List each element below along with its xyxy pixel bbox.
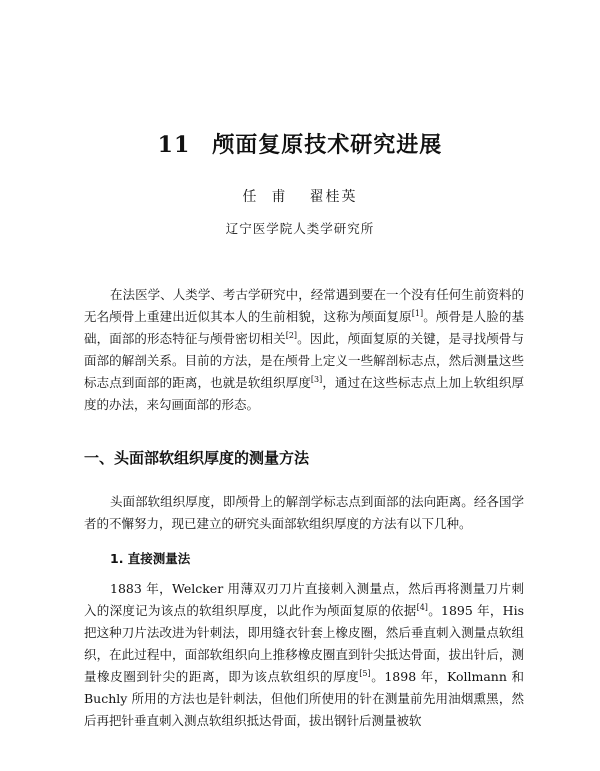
citation: [3] — [310, 375, 323, 384]
text-run: 。1898 年，Kollmann 和 Buchly 所用的方法也是针刺法，但他们所使用的针在测量前先用油烟熏黑，然后再把针垂直刺入测点软组织抵达骨面，拔出钢针后测量被软 — [84, 669, 524, 728]
section-paragraph: 头面部软组织厚度，即颅骨上的解剖学标志点到面部的法向距离。经各国学者的不懈努力，现已建立的研究头面部软组织厚度的方法有以下几种。 — [84, 494, 524, 531]
affiliation: 辽宁医学院人类学研究所 — [225, 221, 375, 236]
author-line — [0, 186, 600, 206]
subsection-paragraph — [84, 578, 524, 732]
text-run: 1883 年，Welcker 用薄双刃刀片直接刺入测量点，然后再将测量刀片刺入的深度记为该点的软组织厚度，以此作为颅面复原的依据 — [84, 581, 524, 618]
citation: [4] — [416, 603, 428, 612]
chapter-title — [0, 128, 600, 159]
citation: [1] — [411, 309, 424, 318]
chapter-title-text: 颅面复原技术研究进展 — [212, 132, 443, 158]
chapter-number: 11 — [157, 132, 191, 158]
author-name: 翟桂英 — [309, 189, 358, 205]
author-name: 任 甫 — [242, 189, 288, 205]
citation: [2] — [285, 331, 298, 340]
intro-paragraph — [84, 284, 524, 416]
text-run: 。颅骨是人脸的基础，面部的形态特征与颅骨密切相关 — [84, 309, 524, 346]
subsection-heading: 1. 直接测量法 — [110, 551, 191, 566]
text-run: 。因此，颅面复原的关键，是寻找颅骨与面部的解剖关系。目前的方法，是在颅骨上定义一些解剖标志点，然后测量这些标志点到面部的距离，也就是软组织厚度 — [84, 331, 524, 390]
text-run: ，通过在这些标志点上加上软组织厚度的办法，来勾画面部的形态。 — [84, 375, 524, 412]
section-heading: 一、头面部软组织厚度的测量方法 — [84, 449, 310, 467]
citation: [5] — [359, 669, 371, 678]
text-run: 。1895 年，His 把这种刀片法改进为针刺法，即用缝衣针套上橡皮圈，然后垂直刺入测量点软组织，在此过程中，面部软组织向上推移橡皮圈直到针尖抵达骨面，拔出针后，测量橡皮圈到针尖的距离，即为该点软组织的厚度 — [84, 603, 524, 684]
text-run: 在法医学、人类学、考古学研究中，经常遇到要在一个没有任何生前资料的无名颅骨上重建出近似其本人的生前相貌，这称为颅面复原 — [84, 287, 524, 324]
